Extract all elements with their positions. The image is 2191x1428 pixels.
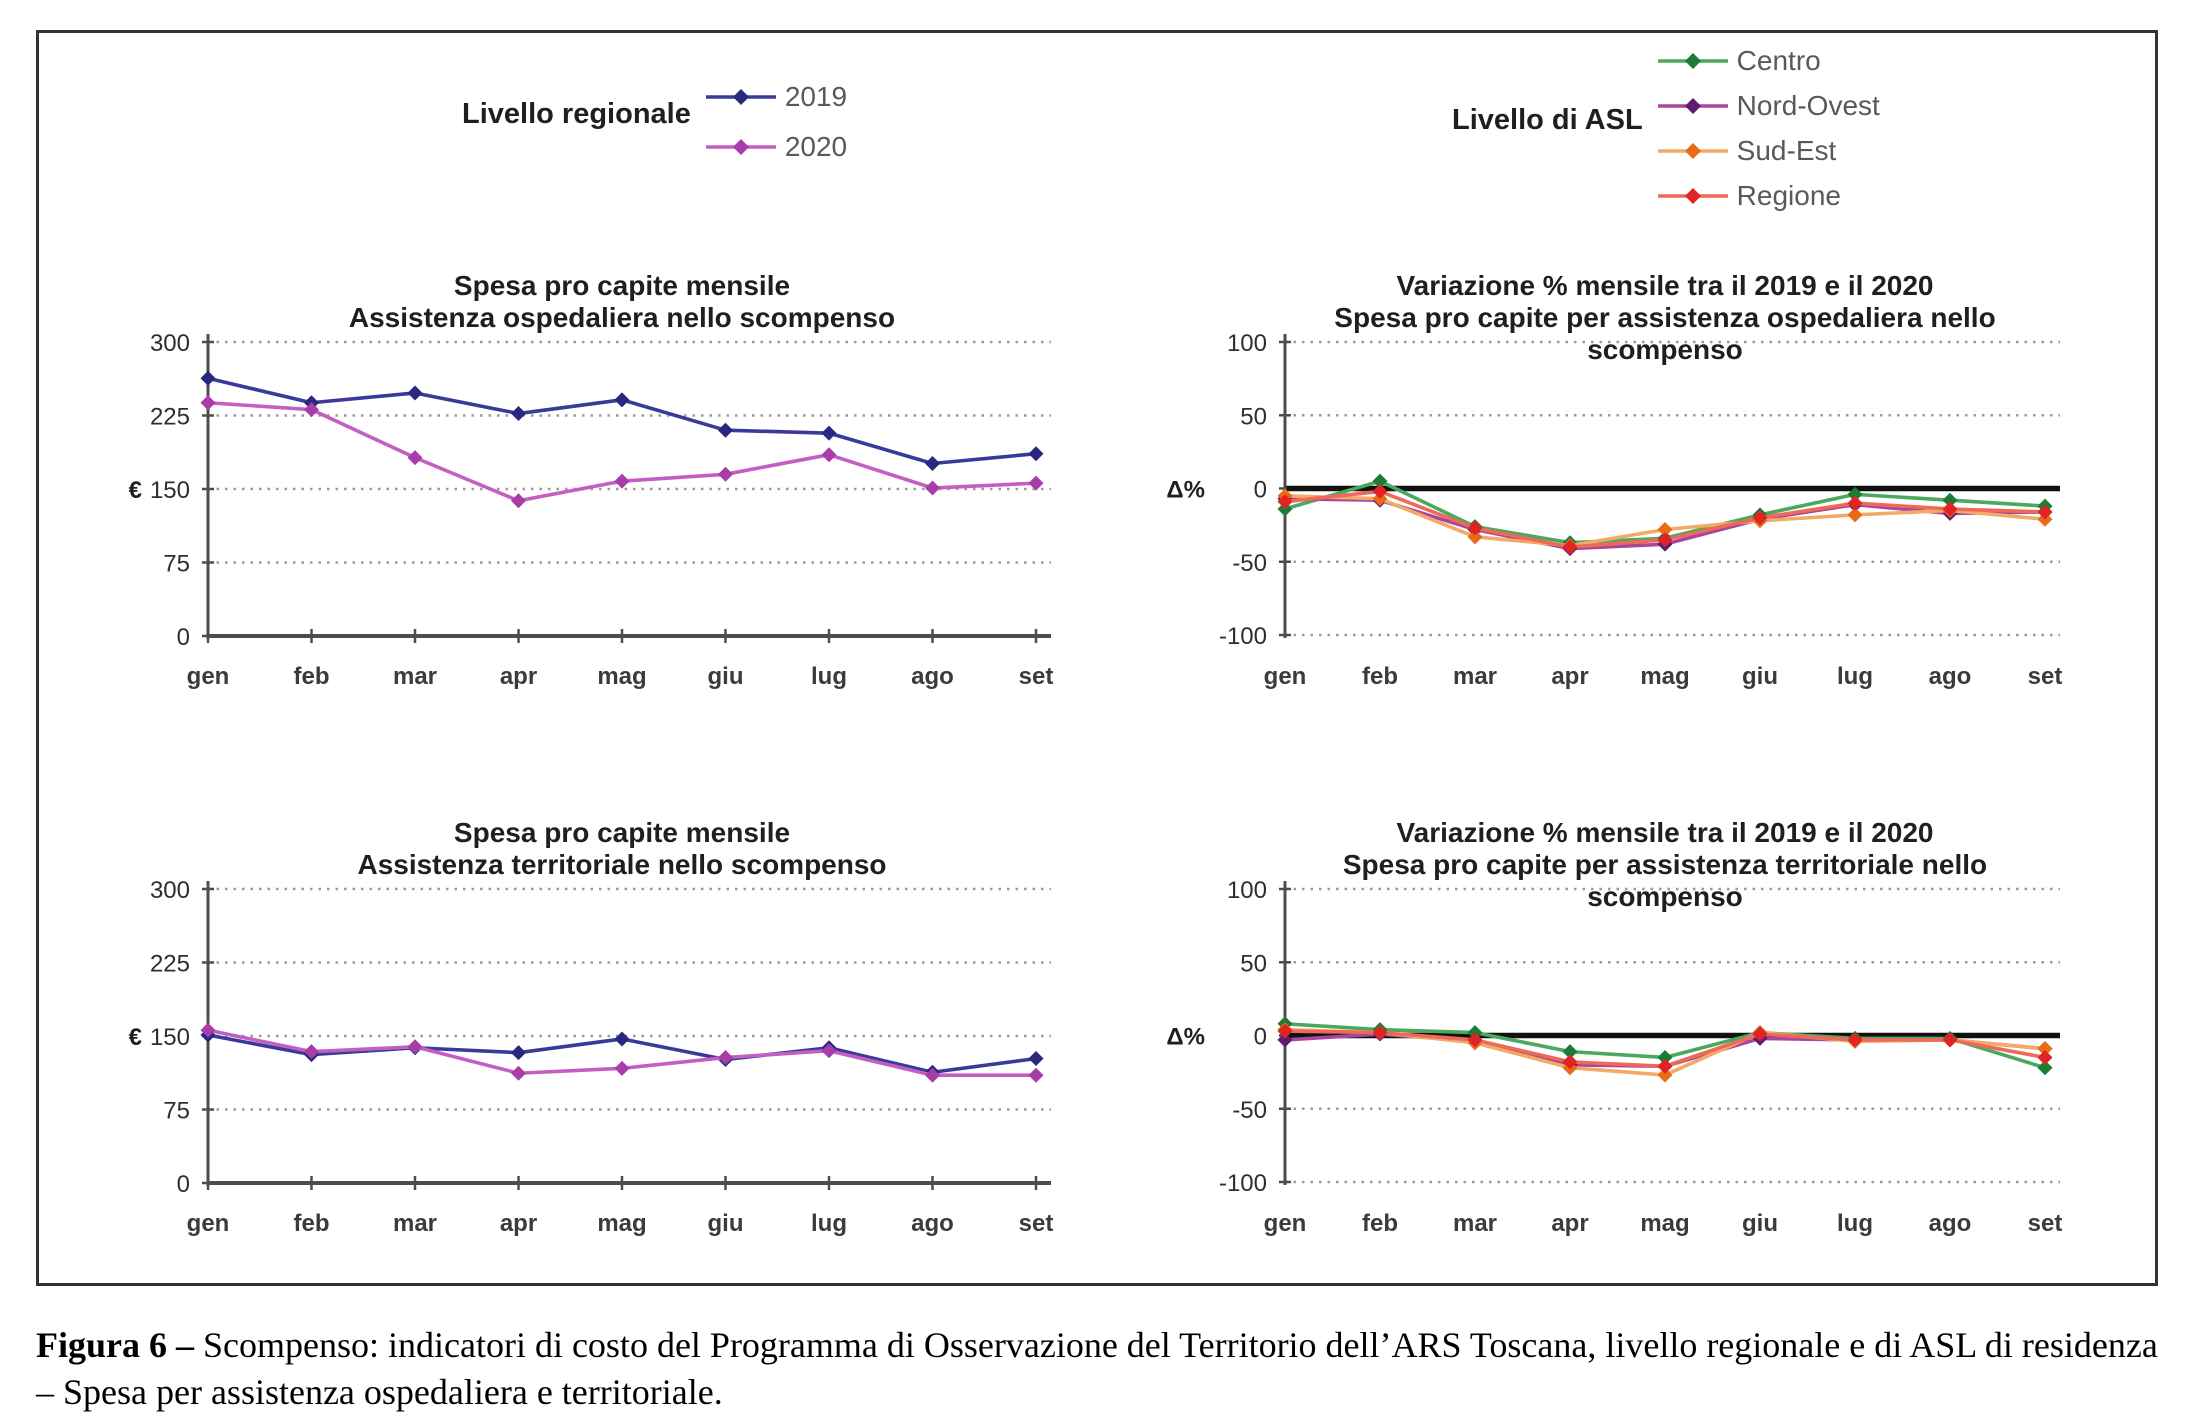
svg-text:giu: giu [707, 1210, 744, 1237]
chart-title [208, 817, 1036, 881]
chart-title-line2: Spesa pro capite per assistenza territoriale nello scompenso [1342, 849, 1988, 912]
svg-text:mar: mar [1452, 1210, 1498, 1237]
svg-text:mar: mar [392, 663, 438, 690]
svg-text:lug: lug [1837, 663, 1873, 690]
series-line-marker-icon [1657, 186, 1729, 206]
svg-text:0: 0 [1253, 476, 1267, 504]
svg-text:ago: ago [1928, 663, 1972, 690]
legend-entry-nord-ovest [1657, 83, 1880, 128]
svg-text:set: set [2027, 663, 2063, 690]
svg-text:gen: gen [1263, 1210, 1307, 1237]
svg-text:apr: apr [1551, 663, 1589, 690]
svg-text:lug: lug [811, 663, 847, 690]
svg-text:50: 50 [1240, 403, 1267, 431]
svg-text:75: 75 [163, 550, 190, 578]
svg-text:225: 225 [149, 950, 190, 978]
figure-caption-text: Scompenso: indicatori di costo del Programma di Osservazione del Territorio dell’ARS Toscana, livello regionale e di ASL di residenza – Spesa per assistenza ospedaliera e territoriale. [36, 1325, 2158, 1412]
svg-text:feb: feb [293, 663, 330, 690]
svg-text:feb: feb [1362, 1210, 1398, 1237]
svg-text:150: 150 [149, 477, 190, 504]
svg-text:feb: feb [293, 1210, 330, 1237]
legend-livello-regionale [462, 72, 847, 172]
svg-text:set: set [1018, 1210, 1054, 1237]
legend-entry-sud-est [1657, 128, 1880, 173]
svg-text:Δ%: Δ% [1166, 1023, 1205, 1051]
svg-text:100: 100 [1226, 334, 1267, 357]
series-line-marker-icon [1657, 51, 1729, 71]
svg-text:gen: gen [186, 663, 230, 690]
svg-text:ago: ago [911, 663, 954, 690]
svg-text:100: 100 [1226, 881, 1267, 904]
chart-title-line1: Variazione % mensile tra il 2019 e il 2020 [1396, 270, 1934, 301]
svg-text:gen: gen [1263, 663, 1307, 690]
svg-text:lug: lug [1837, 1210, 1873, 1237]
legend-entry-label: 2020 [784, 131, 848, 162]
svg-text:150: 150 [149, 1024, 190, 1051]
legend-entry-label: Sud-Est [1736, 134, 1837, 166]
series-line-marker-icon [705, 87, 777, 107]
legend-entry-label: Nord-Ovest [1736, 89, 1880, 121]
legend-entry-centro [1657, 38, 1880, 83]
legend-asl-entries [1657, 38, 1880, 218]
chart-title-line2: Spesa pro capite per assistenza ospedaliera nello scompenso [1334, 302, 1996, 365]
svg-text:-100: -100 [1218, 1170, 1267, 1197]
legend-entry-label: Centro [1736, 44, 1821, 76]
svg-text:apr: apr [499, 1210, 538, 1237]
legend-entry-regione [1657, 173, 1880, 218]
svg-text:300: 300 [149, 334, 190, 357]
svg-text:gen: gen [186, 1210, 230, 1237]
chart-title-line2: Assistenza territoriale nello scompenso [357, 849, 887, 880]
legend-regional-entries [705, 72, 847, 172]
svg-text:mag: mag [1640, 1210, 1690, 1237]
chart-title-line1: Spesa pro capite mensile [453, 270, 791, 301]
legend-asl-title: Livello di ASL [1452, 104, 1643, 136]
line-plot-variazione-territoriale [1150, 881, 2190, 1243]
svg-text:0: 0 [176, 1171, 190, 1198]
svg-text:225: 225 [149, 403, 190, 431]
svg-text:0: 0 [1253, 1023, 1267, 1051]
svg-text:0: 0 [176, 624, 190, 651]
legend-entry-2019 [705, 72, 847, 122]
svg-text:-50: -50 [1232, 549, 1267, 577]
chart-title-line1: Variazione % mensile tra il 2019 e il 2020 [1396, 817, 1934, 848]
svg-text:mag: mag [597, 663, 647, 690]
svg-text:ago: ago [1928, 1210, 1972, 1237]
series-line-marker-icon [1657, 96, 1729, 116]
svg-text:mar: mar [1452, 663, 1498, 690]
svg-text:mag: mag [1640, 663, 1690, 690]
legend-entry-label: Regione [1736, 179, 1841, 211]
svg-text:Δ%: Δ% [1166, 476, 1205, 504]
svg-text:mag: mag [597, 1210, 647, 1237]
figure-caption-label: Figura 6 – [36, 1325, 194, 1365]
series-line-marker-icon [705, 137, 777, 157]
svg-text:giu: giu [707, 663, 744, 690]
svg-text:€: € [128, 477, 142, 504]
svg-text:apr: apr [1551, 1210, 1589, 1237]
svg-text:mar: mar [392, 1210, 438, 1237]
figure-caption [36, 1322, 2164, 1416]
svg-text:300: 300 [149, 881, 190, 904]
svg-text:ago: ago [911, 1210, 954, 1237]
svg-text:giu: giu [1742, 1210, 1778, 1237]
legend-entry-2020 [705, 122, 847, 172]
chart-title [208, 270, 1036, 334]
svg-text:set: set [1018, 663, 1054, 690]
svg-text:50: 50 [1240, 950, 1267, 978]
svg-text:apr: apr [499, 663, 538, 690]
svg-text:lug: lug [811, 1210, 847, 1237]
legend-regional-title: Livello regionale [462, 98, 691, 130]
svg-text:set: set [2027, 1210, 2063, 1237]
svg-text:€: € [128, 1024, 142, 1051]
line-plot-variazione-ospedaliera [1150, 334, 2190, 696]
chart-title-line1: Spesa pro capite mensile [453, 817, 791, 848]
legend-livello-di-asl [1452, 38, 1880, 218]
svg-text:-100: -100 [1218, 623, 1267, 650]
svg-text:75: 75 [163, 1097, 190, 1125]
chart-title-line2: Assistenza ospedaliera nello scompenso [348, 302, 896, 333]
line-plot-spesa-ospedaliera [36, 334, 1106, 696]
svg-text:giu: giu [1742, 663, 1778, 690]
line-plot-spesa-territoriale [36, 881, 1106, 1243]
svg-text:feb: feb [1362, 663, 1398, 690]
series-line-marker-icon [1657, 141, 1729, 161]
svg-text:-50: -50 [1232, 1096, 1267, 1124]
legend-entry-label: 2019 [784, 81, 848, 112]
